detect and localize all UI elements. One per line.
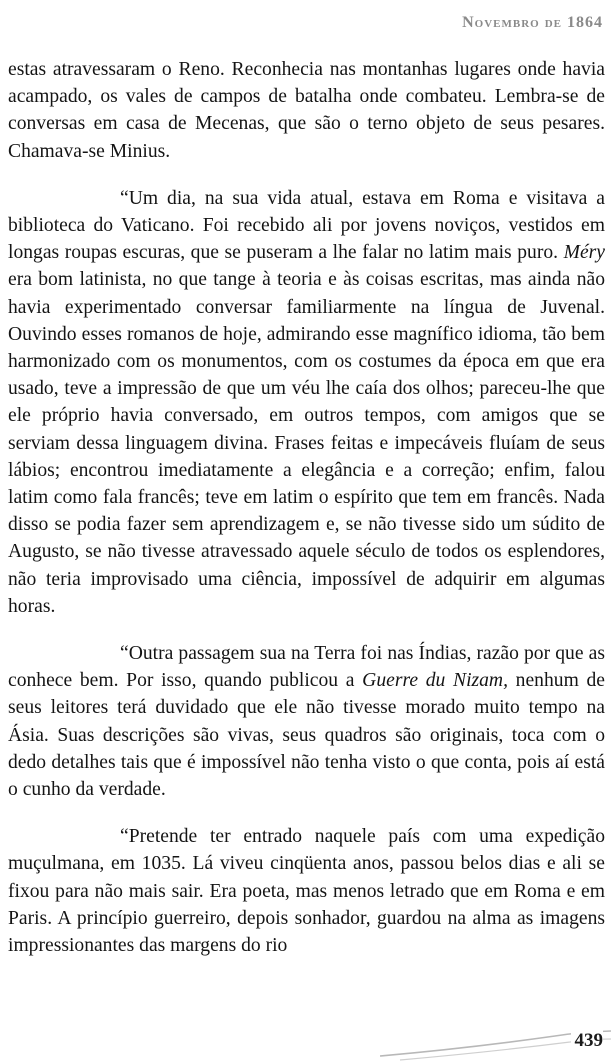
italic-book-title: Guerre du Nizam, — [362, 670, 508, 692]
page-number: 439 — [571, 1030, 604, 1052]
running-header: Novembro de 1864 — [462, 14, 603, 31]
paragraph-2 — [8, 185, 605, 620]
paragraph-1 — [8, 56, 605, 165]
italic-name-mery: Méry — [563, 242, 605, 264]
paragraph-3 — [8, 640, 605, 803]
page-body — [8, 56, 605, 959]
text-run: “Pretende ter entrado naquele país com uma expedição muçulmana, em 1035. Lá viveu cinqüenta anos, passou belos dias e ali se fixou para não mais sair. Era poeta, mas menos letrado que em Roma e em Paris. A princípio guerreiro, depois sonhador, guardou na alma as imagens impressionantes das margens do rio — [8, 826, 605, 957]
text-run: “Um dia, na sua vida atual, estava em Roma e visitava a biblioteca do Vaticano. Foi recebido ali por jovens noviços, vestidos em longas roupas escuras, que se puseram a lhe falar no latim mais puro. — [8, 187, 605, 264]
text-run: estas atravessaram o Reno. Reconhecia nas montanhas lugares onde havia acampado, os vales de campos de batalha onde combateu. Lembra-se de conversas em casa de Mecenas, que são o terno objeto de seus pesares. Chamava-se Minius. — [8, 59, 605, 162]
text-run: “Outra passagem sua na Terra foi nas Índias, razão por que as conhece bem. Por isso, quando publicou a — [8, 643, 605, 692]
paragraph-4 — [8, 823, 605, 959]
text-run: era bom latinista, no que tange à teoria e às coisas escritas, mas ainda não havia experimentado conversar familiarmente na língua de Juvenal. Ouvindo esses romanos de hoje, admirando esse magnífico idioma, tão bem harmonizado com os monumentos, com os costumes da época em que era usado, teve a impressão de que um véu lhe caía dos olhos; pareceu-lhe que ele próprio havia conversado, em outros tempos, com amigos que se serviam dessa linguagem divina. Frases feitas e impecáveis fluíam de seus lábios; encontrou imediatamente a elegância e a correção; enfim, falou latim como fala francês; teve em latim o espírito que tem em francês. Nada disso se podia fazer sem aprendizagem e, se não tivesse sido um súdito de Augusto, se não tivesse atravessado aquele século de todos os esplendores, não teria improvisado uma ciência, impossível de adquirir em algumas horas. — [8, 269, 605, 617]
text-run: nenhum de seus leitores terá duvidado que ele não tivesse morado muito tempo na Ásia. Suas descrições são vivas, seus quadros são originais, toca com o dedo detalhes tais que é impossível não tenha visto o que conta, pois aí está o cunho da verdade. — [8, 670, 605, 801]
